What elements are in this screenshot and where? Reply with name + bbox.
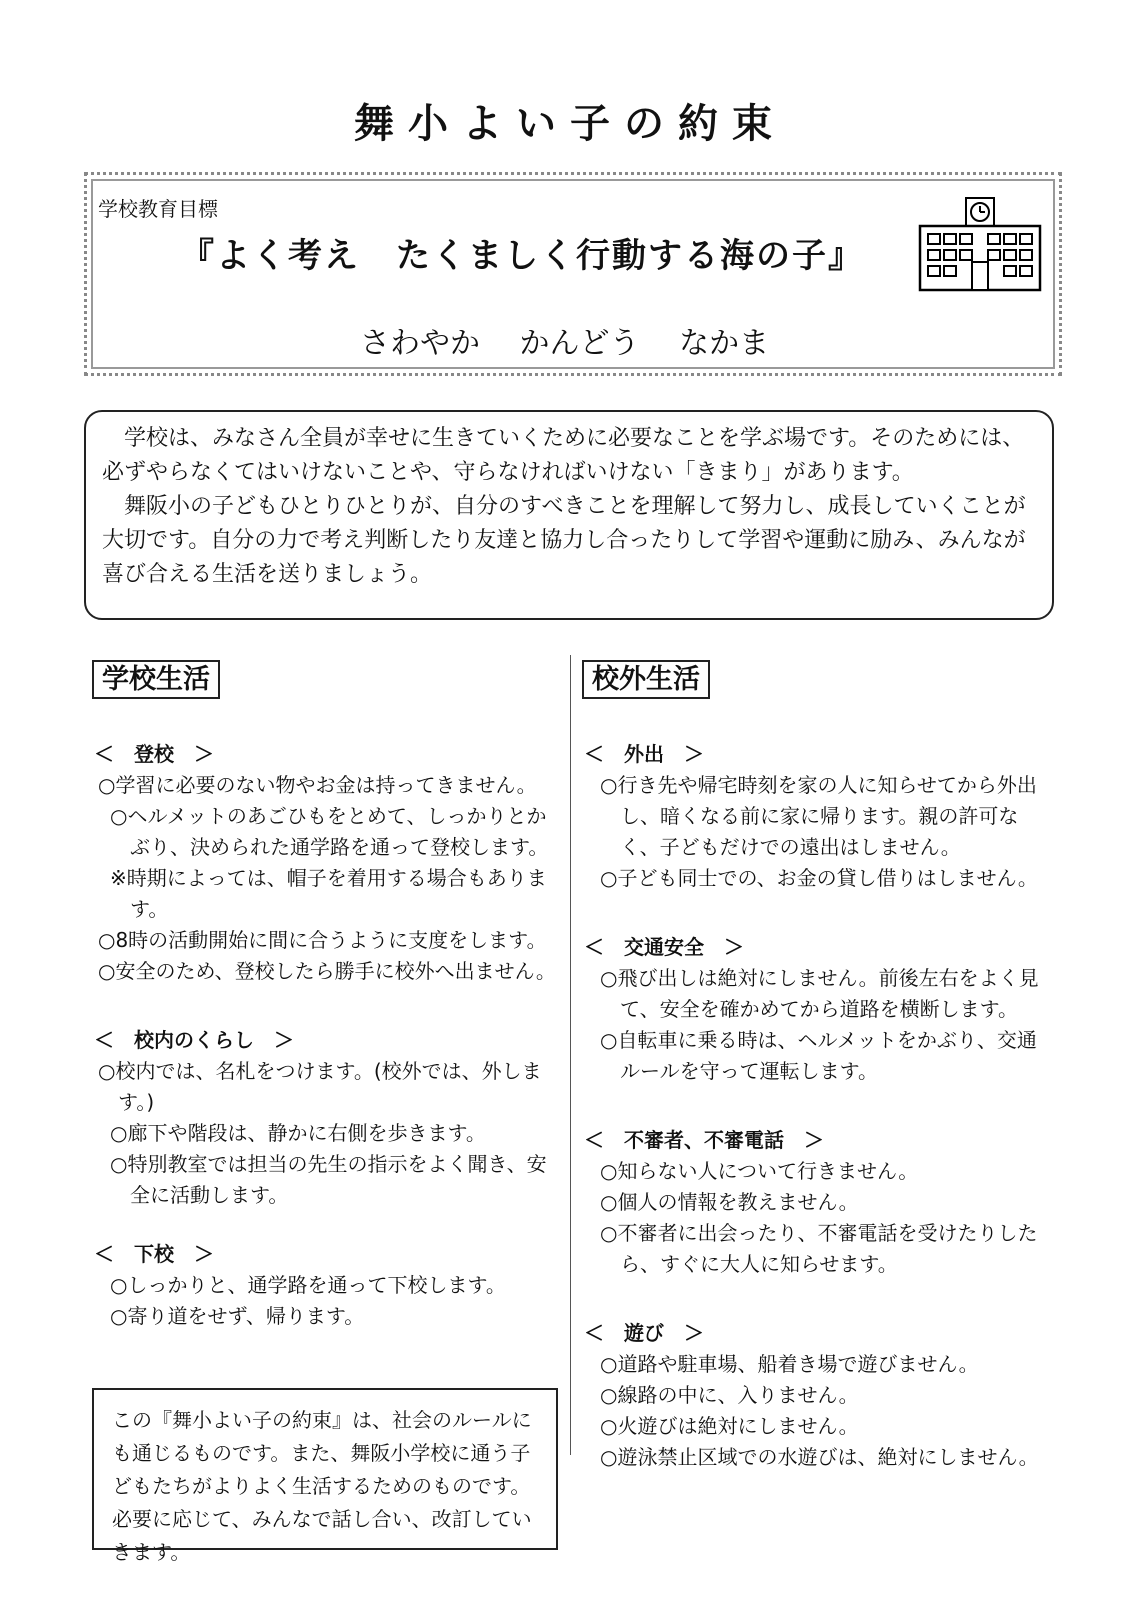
list-item: ○不審者に出会ったり、不審電話を受けたりしたら、すぐに大人に知らせます。 — [600, 1221, 1038, 1276]
list-item: ○学習に必要のない物やお金は持ってきません。 — [98, 773, 537, 797]
outside-life-column — [582, 660, 1052, 1473]
list-item: ○行き先や帰宅時刻を家の人に知らせてから外出し、暗くなる前に家に帰ります。親の許可なく、子どもだけでの遠出はしません。 — [600, 773, 1037, 859]
list-item: ○安全のため、登校したら勝手に校外へ出ません。 — [98, 959, 556, 983]
list-item: ○しっかりと、通学路を通って下校します。 — [110, 1273, 506, 1297]
list-item: ○自転車に乗る時は、ヘルメットをかぶり、交通ルールを守って運転します。 — [600, 1028, 1037, 1083]
goal-motto: 『よく考え たくましく行動する海の子』 — [180, 236, 864, 276]
value-nakama: なかま — [679, 326, 770, 361]
list-item: ○線路の中に、入りません。 — [600, 1383, 859, 1407]
goal-label: 学校教育目標 — [98, 197, 218, 221]
section-title: ＜ 下校 ＞ — [94, 1242, 214, 1266]
outside-life-heading: 校外生活 — [582, 660, 710, 699]
list-item: ○ヘルメットのあごひもをとめて、しっかりとかぶり、決められた通学路を通って登校します。 — [110, 804, 549, 859]
list-item: ○8時の活動開始に間に合うように支度をします。 — [98, 928, 547, 952]
list-item: ○飛び出しは絶対にしません。前後左右をよく見て、安全を確かめてから道路を横断します。 — [600, 966, 1039, 1021]
list-item: ○道路や駐車場、船着き場で遊びません。 — [600, 1352, 979, 1376]
list-item: ○火遊びは絶対にしません。 — [600, 1414, 859, 1438]
school-building-icon — [918, 196, 1042, 294]
section-title: ＜ 校内のくらし ＞ — [94, 1028, 294, 1052]
goal-values — [360, 318, 769, 362]
list-item: ○子ども同士での、お金の貸し借りはしません。 — [600, 866, 1038, 890]
school-life-heading: 学校生活 — [92, 660, 220, 699]
page-title: 舞小よい子の約束 — [354, 101, 786, 147]
intro-box — [84, 410, 1054, 620]
section-title: ＜ 不審者、不審電話 ＞ — [584, 1128, 824, 1152]
list-item: ○廊下や階段は、静かに右側を歩きます。 — [110, 1121, 486, 1145]
section-title: ＜ 遊び ＞ — [584, 1321, 704, 1345]
list-item: ○知らない人について行きません。 — [600, 1159, 919, 1183]
list-item: ○遊泳禁止区域での水遊びは、絶対にしません。 — [600, 1445, 1039, 1469]
footnote-box: この『舞小よい子の約束』は、社会のルールにも通じるものです。また、舞阪小学校に通う子どもたちがよりよく生活するためのものです。必要に応じて、みんなで話し合い、改訂していきます。 — [92, 1388, 558, 1550]
section-title: ＜ 交通安全 ＞ — [584, 935, 744, 959]
list-item: ※時期によっては、帽子を着用する場合もあります。 — [110, 866, 547, 921]
intro-paragraph-2: 舞阪小の子どもひとりひとりが、自分のすべきことを理解して努力し、成長していくことが大切です。自分の力で考え判断したり友達と協力し合ったりして学習や運動に励み、みんなが喜び合える生活を送りましょう。 — [102, 494, 1026, 587]
list-item: ○特別教室では担当の先生の指示をよく聞き、安全に活動します。 — [110, 1152, 547, 1207]
list-item: ○校内では、名札をつけます。(校外では、外します。) — [98, 1059, 542, 1114]
section-title: ＜ 外出 ＞ — [584, 742, 704, 766]
section-title: ＜ 登校 ＞ — [94, 742, 214, 766]
value-sawayaka: さわやか — [360, 326, 480, 361]
value-kandou: かんどう — [519, 326, 640, 361]
column-divider — [570, 655, 571, 1455]
school-life-column — [92, 660, 562, 1332]
list-item: ○個人の情報を教えません。 — [600, 1190, 859, 1214]
list-item: ○寄り道をせず、帰ります。 — [110, 1304, 365, 1328]
intro-paragraph-1: 学校は、みなさん全員が幸せに生きていくために必要なことを学ぶ場です。そのためには、必ずやらなくてはいけないことや、守らなければいけない「きまり」があります。 — [102, 426, 1025, 485]
